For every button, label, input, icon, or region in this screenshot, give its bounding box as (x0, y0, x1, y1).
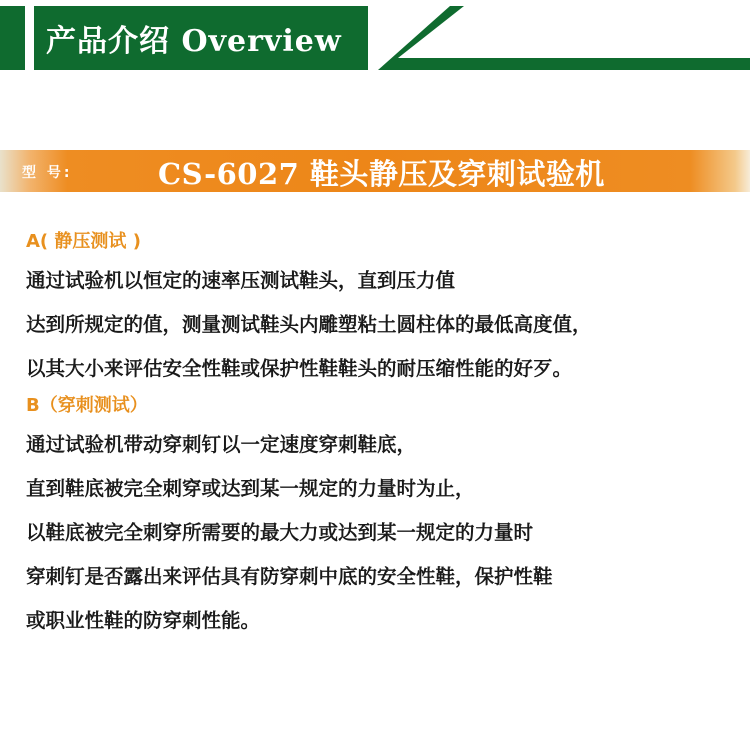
model-title: CS-6027 鞋头静压及穿刺试验机 (158, 157, 605, 191)
text-line: 达到所规定的值，测量测试鞋头内雕塑粘土圆柱体的最低高度值， (26, 313, 592, 336)
section-heading: A( 静压测试 ) (26, 231, 141, 252)
section-heading: B（穿刺测试） (26, 395, 148, 416)
text-line: 以鞋底被完全刺穿所需要的最大力或达到某一规定的力量时 (26, 521, 534, 544)
header-banner (0, 0, 750, 72)
model-label: 型 号: (22, 165, 73, 181)
section-puncture (26, 389, 736, 643)
text-line: 通过试验机以恒定的速率压测试鞋头，直到压力值 (26, 269, 456, 292)
header-title-block (34, 6, 368, 70)
section-static-pressure (26, 225, 736, 391)
model-bar (0, 150, 750, 192)
content (26, 225, 736, 643)
header-decoration (378, 6, 750, 72)
text-line: 穿刺钉是否露出来评估具有防穿刺中底的安全性鞋，保护性鞋 (26, 565, 553, 588)
text-line: 以其大小来评估安全性鞋或保护性鞋鞋头的耐压缩性能的好歹。 (26, 357, 573, 380)
text-line: 或职业性鞋的防穿刺性能。 (26, 609, 261, 632)
header-title: 产品介绍 Overview (46, 24, 342, 59)
text-line: 通过试验机带动穿刺钉以一定速度穿刺鞋底， (26, 433, 417, 456)
text-line: 直到鞋底被完全刺穿或达到某一规定的力量时为止， (26, 477, 475, 500)
header-left-accent (0, 6, 25, 70)
